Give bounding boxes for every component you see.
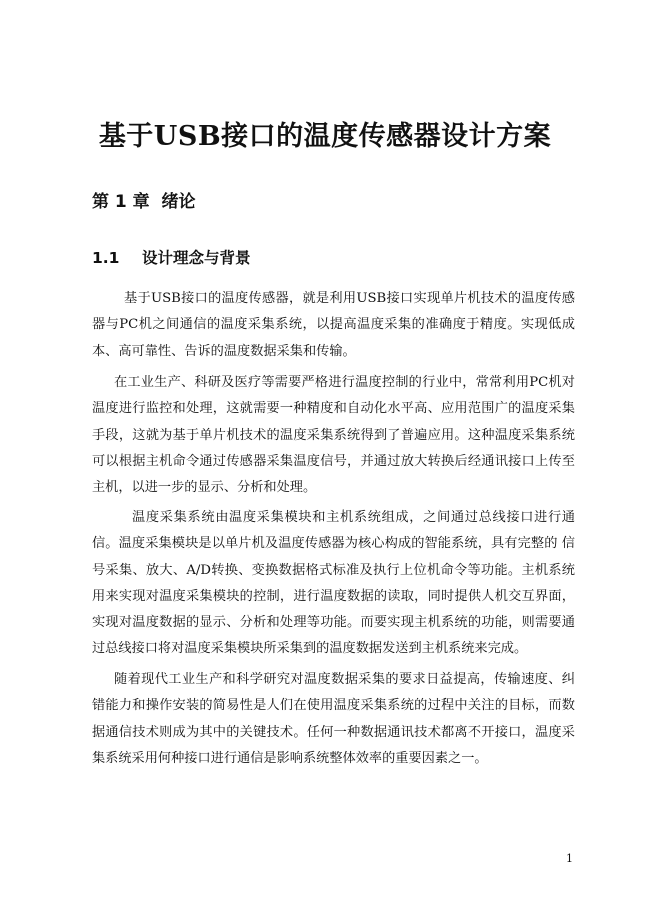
page-number: 1 [566, 852, 573, 865]
paragraph-2: 在工业生产、科研及医疗等需要严格进行温度控制的行业中，常常利用PC机对温度进行监控和处理，这就需要一种精度和自动化水平高、应用范围广的温度采集手段，这就为基于单片机技术的温度采集系统得到了普遍应用。这种温度采集系统可以根据主机命令通过传感器采集温度信号，并通过放大转换后经通讯接口上传至主机，以进一步的显示、分析和处理。 [92, 375, 575, 496]
section-title: 设计理念与背景 [142, 249, 251, 267]
section-heading [92, 245, 251, 271]
section-number: 1.1 [92, 249, 120, 267]
paragraph-1: 基于USB接口的温度传感器，就是利用USB接口实现单片机技术的温度传感器与PC机之间通信的温度采集系统，以提高温度采集的准确度于精度。实现低成本、高可靠性、告诉的温度数据采集和传输。 [92, 291, 575, 359]
chapter-title: 第 1 章 绪论 [92, 192, 196, 212]
paragraph-4: 随着现代工业生产和科学研究对温度数据采集的要求日益提高，传输速度、纠错能力和操作安装的简易性是人们在使用温度采集系统的过程中关注的目标，而数据通信技术则成为其中的关键技术。任何一种数据通讯技术都离不开接口，温度采集系统采用何种接口进行通信是影响系统整体效率的重要因素之一。 [92, 672, 575, 766]
document-title: 基于USB接口的温度传感器设计方案 [98, 121, 552, 152]
paragraph-3: 温度采集系统由温度采集模块和主机系统组成，之间通过总线接口进行通信。温度采集模块是以单片机及温度传感器为核心构成的智能系统，具有完整的 信号采集、放大、A/D转换、变换数据格式标准及执行上位机命令等功能。主机系统用来实现对温度采集模块的控制，进行温度数据的读取，同时提供人机交互界面，实现对温度数据的显示、分析和处理等功能。而要实现主机系统的功能，则需要通过总线接口将对温度采集模块所采集到的温度数据发送到主机系统来完成。 [92, 510, 575, 657]
